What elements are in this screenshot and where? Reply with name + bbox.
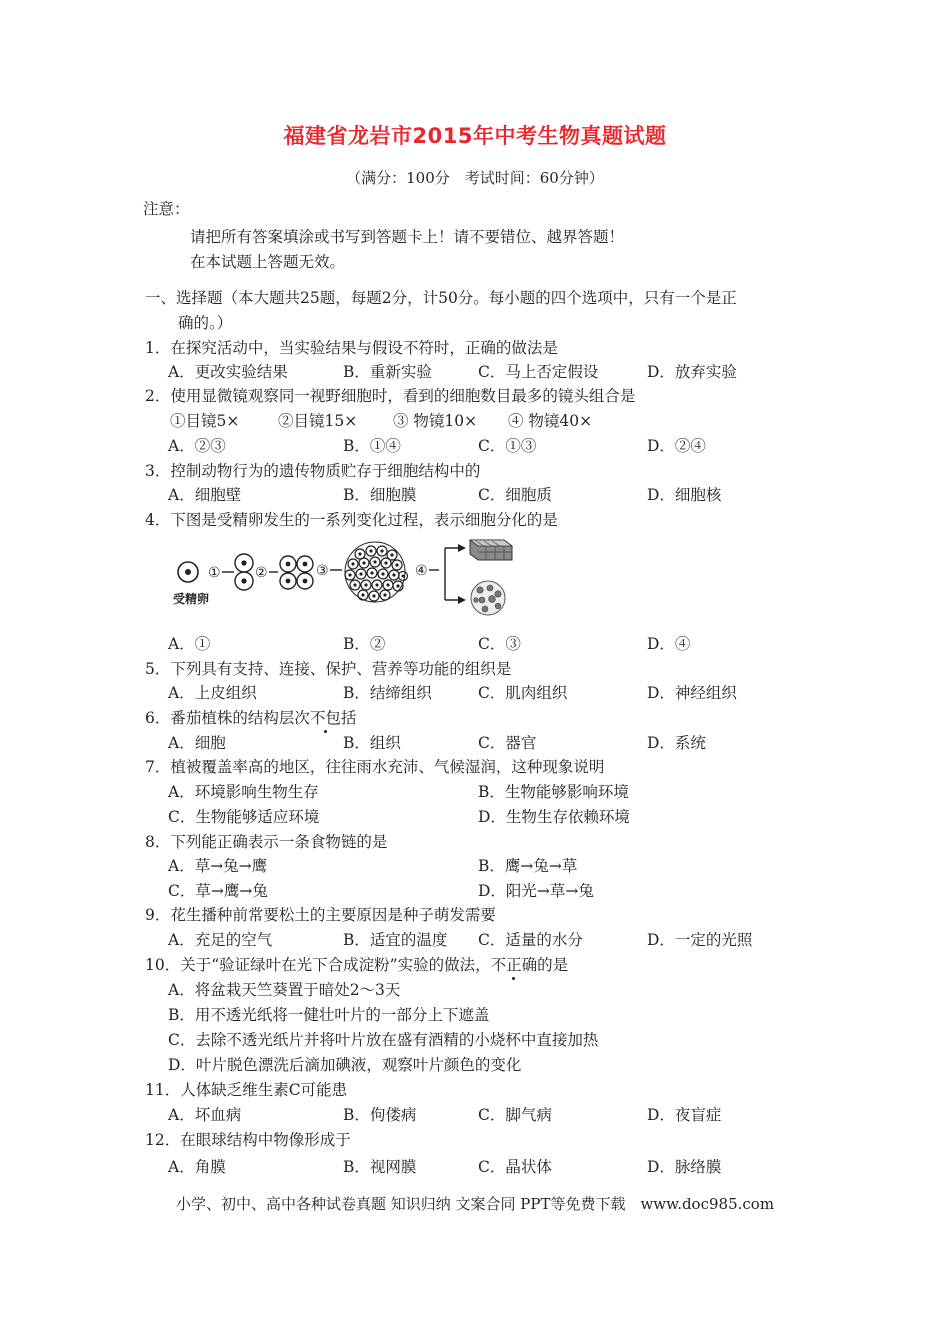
question-stem: 4．下图是受精卵发生的一系列变化过程，表示细胞分化的是: [145, 511, 558, 529]
option-d: D．④: [647, 635, 691, 653]
tissue-block-icon: [470, 540, 512, 560]
option-d: D．放弃实验: [647, 363, 737, 381]
section-heading: 一、选择题（本大题共25题，每题2分，计50分。每小题的四个选项中，只有一个是正: [145, 289, 737, 307]
option-b: B．生物能够影响环境: [478, 783, 629, 801]
option-c: C．晶状体: [478, 1158, 552, 1176]
question-stem: 5．下列具有支持、连接、保护、营养等功能的组织是: [145, 660, 512, 678]
stem-text: 括: [340, 709, 357, 727]
option-c: C．草→鹰→兔: [168, 882, 268, 900]
question-stem: 1．在探究活动中，当实验结果与假设不符时，正确的做法是: [145, 339, 558, 357]
option-b: B．适宜的温度: [343, 931, 448, 949]
option-c: C．脚气病: [478, 1106, 552, 1124]
option-b: B．①④: [343, 437, 401, 455]
option-b: B．组织: [343, 734, 401, 752]
option-a: A．坏血病: [168, 1106, 242, 1124]
step-3-label: ③: [316, 563, 329, 579]
option-a: A．②③: [168, 437, 226, 455]
step-4-label: ④: [415, 563, 428, 579]
option-b: B．佝偻病: [343, 1106, 417, 1124]
option-c: C．适量的水分: [478, 931, 583, 949]
option-a: A．充足的空气: [168, 931, 273, 949]
option-b: B．结缔组织: [343, 684, 432, 702]
lens-item: ③ 物镜10×: [393, 412, 478, 430]
option-c: C．肌肉组织: [478, 684, 568, 702]
fertilized-egg-label: 受精卵: [173, 592, 210, 606]
option-d: D．细胞核: [647, 486, 722, 504]
option-b: B．用不透光纸将一健壮叶片的一部分上下遮盖: [168, 1006, 490, 1024]
cell-mass-icon: [345, 542, 408, 602]
exam-info: （满分：100分 考试时间：60分钟）: [346, 169, 604, 187]
blood-tissue-icon: [471, 581, 505, 615]
question-stem: 3．控制动物行为的遗传物质贮存于细胞结构中的: [145, 462, 481, 480]
fertilized-egg-icon: [178, 562, 198, 582]
footer-text: 小学、初中、高中各种试卷真题 知识归纳 文案合同 PPT等免费下载 www.doc985.com: [175, 1195, 775, 1213]
step-1-label: ①: [208, 565, 221, 581]
emphasis-text: 不包: [309, 709, 341, 727]
option-d: D．②④: [647, 437, 706, 455]
option-a: A．细胞壁: [168, 486, 242, 504]
option-a: A．更改实验结果: [168, 363, 288, 381]
question-stem: 7．植被覆盖率高的地区，往往雨水充沛、气候湿润，这种现象说明: [145, 758, 605, 776]
option-a: A．细胞: [168, 734, 226, 752]
lens-item: ④ 物镜40×: [508, 412, 593, 430]
option-b: B．重新实验: [343, 363, 432, 381]
option-d: D．一定的光照: [647, 931, 753, 949]
question-stem: 12．在眼球结构中物像形成于: [145, 1131, 351, 1149]
option-b: B．鹰→兔→草: [478, 857, 578, 875]
lens-item: ①目镜5×: [170, 412, 240, 430]
question-stem: 9．花生播种前常要松土的主要原因是种子萌发需要: [145, 906, 496, 924]
option-b: B．细胞膜: [343, 486, 417, 504]
option-c: C．去除不透光纸片并将叶片放在盛有酒精的小烧杯中直接加热: [168, 1031, 599, 1049]
option-b: B．②: [343, 635, 386, 653]
notice-label: 注意：: [143, 200, 190, 218]
option-a: A．上皮组织: [168, 684, 257, 702]
option-d: D．阳光→草→兔: [478, 882, 594, 900]
question-stem: 2．使用显微镜观察同一视野细胞时，看到的细胞数目最多的镜头组合是: [145, 387, 636, 405]
stem-text: 的是: [537, 956, 569, 974]
option-a: A．①: [168, 635, 211, 653]
two-cell-stage-icon: [235, 554, 253, 590]
option-a: A．环境影响生物生存: [168, 783, 319, 801]
page-title: 福建省龙岩市2015年中考生物真题试题: [283, 124, 667, 148]
option-d: D．神经组织: [647, 684, 737, 702]
option-c: C．马上否定假设: [478, 363, 599, 381]
option-b: B．视网膜: [343, 1158, 417, 1176]
cell-division-figure: [170, 538, 515, 618]
option-a: A．草→兔→鹰: [168, 857, 268, 875]
notice-line-1: 请把所有答案填涂或书写到答题卡上！请不要错位、越界答题！: [190, 228, 625, 246]
option-c: C．生物能够适应环境: [168, 808, 320, 826]
option-d: D．夜盲症: [647, 1106, 722, 1124]
option-c: C．器官: [478, 734, 537, 752]
stem-text: 6．番茄植株的结构层次: [145, 709, 310, 727]
question-stem: 11．人体缺乏维生素C可能患: [145, 1081, 348, 1099]
step-2-label: ②: [255, 565, 268, 581]
option-d: D．叶片脱色漂洗后滴加碘液，观察叶片颜色的变化: [168, 1056, 522, 1074]
option-a: A．将盆栽天竺葵置于暗处2～3天: [168, 981, 401, 999]
lens-item: ②目镜15×: [278, 412, 358, 430]
option-d: D．生物生存依赖环境: [478, 808, 630, 826]
option-c: C．③: [478, 635, 521, 653]
option-d: D．系统: [647, 734, 706, 752]
option-c: C．①③: [478, 437, 537, 455]
emphasis-text: 不正确: [490, 956, 538, 974]
option-c: C．细胞质: [478, 486, 552, 504]
option-d: D．脉络膜: [647, 1158, 722, 1176]
stem-text: 10．关于“验证绿叶在光下合成淀粉”实验的做法，: [145, 956, 491, 974]
question-stem: 8．下列能正确表示一条食物链的是: [145, 833, 388, 851]
section-heading-cont: 确的。）: [178, 314, 233, 332]
question-stem: [145, 708, 356, 728]
notice-line-2: 在本试题上答题无效。: [190, 253, 346, 271]
question-stem: [145, 955, 568, 975]
four-cell-stage-icon: [280, 556, 313, 589]
option-a: A．角膜: [168, 1158, 226, 1176]
